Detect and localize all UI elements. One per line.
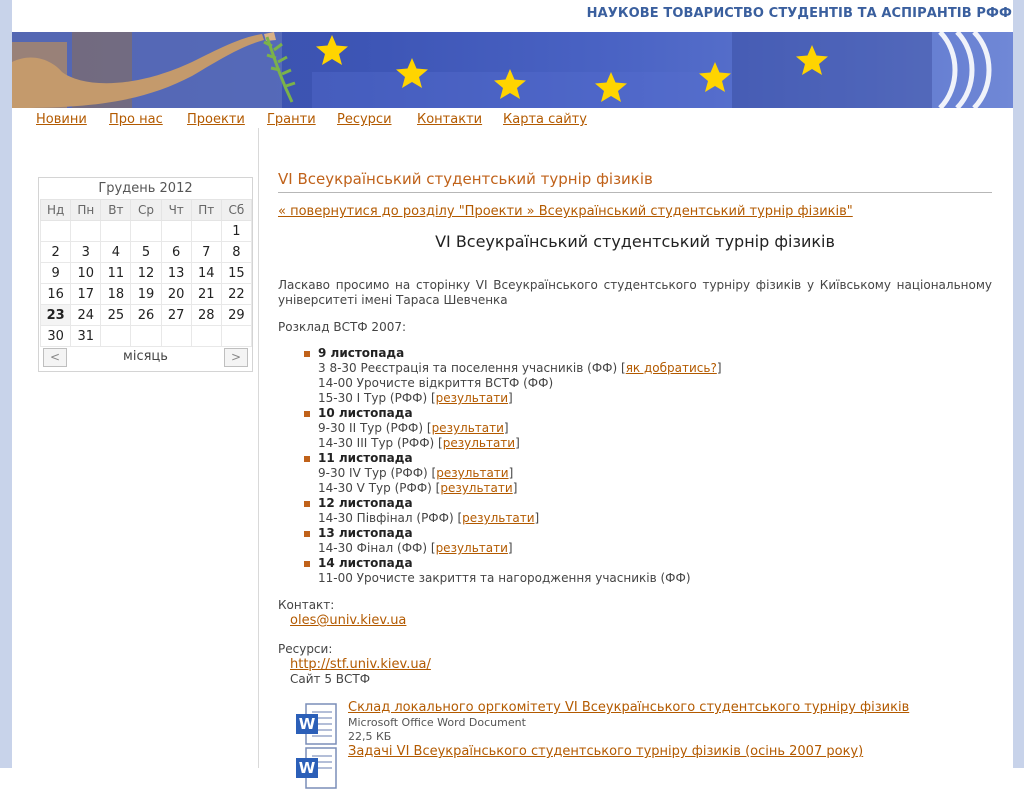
calendar-day[interactable]: 9 bbox=[41, 263, 71, 284]
resource-url-link[interactable]: http://stf.univ.kiev.ua/ bbox=[290, 657, 431, 672]
main-navigation bbox=[12, 108, 1013, 132]
schedule-item-text: 9-30 ІІ Тур (РФФ) [ bbox=[318, 421, 432, 435]
calendar-day[interactable]: 15 bbox=[221, 263, 251, 284]
calendar-grid bbox=[40, 199, 252, 347]
directions-link[interactable]: як добратись? bbox=[625, 361, 717, 375]
calendar-day[interactable]: 13 bbox=[161, 263, 191, 284]
results-link[interactable]: результати bbox=[440, 481, 513, 495]
calendar-day[interactable]: 11 bbox=[101, 263, 131, 284]
calendar-empty-cell bbox=[191, 326, 221, 347]
calendar-weekday: Пн bbox=[71, 200, 101, 221]
calendar-weekday: Ср bbox=[131, 200, 161, 221]
schedule-item-text: 14-30 V Тур (РФФ) [ bbox=[318, 481, 441, 495]
calendar-day[interactable]: 26 bbox=[131, 305, 161, 326]
calendar-day[interactable]: 31 bbox=[71, 326, 101, 347]
calendar-day[interactable]: 1 bbox=[221, 221, 251, 242]
svg-text:W: W bbox=[298, 759, 316, 777]
intro-paragraph: Ласкаво просимо на сторінку VI Всеукраїнського студентського турніру фізиків у Київському національному університеті імені Тараса Шевченка bbox=[278, 278, 992, 307]
schedule-item-text: 14-30 ІІІ Тур (РФФ) [ bbox=[318, 436, 443, 450]
back-to-section-link[interactable]: « повернутися до розділу "Проекти » Всеукраїнський студентський турнір фізиків" bbox=[278, 204, 853, 219]
calendar-day[interactable]: 16 bbox=[41, 284, 71, 305]
calendar-weekday: Вт bbox=[101, 200, 131, 221]
schedule-day-group bbox=[304, 526, 984, 556]
results-link[interactable]: результати bbox=[462, 511, 535, 525]
calendar-day[interactable]: 25 bbox=[101, 305, 131, 326]
results-link[interactable]: результати bbox=[435, 541, 508, 555]
schedule-item-bracket: ] bbox=[512, 481, 518, 495]
calendar-day[interactable]: 17 bbox=[71, 284, 101, 305]
calendar-day[interactable]: 5 bbox=[131, 242, 161, 263]
schedule-item-text: 14-30 Півфінал (РФФ) [ bbox=[318, 511, 463, 525]
calendar-week-row bbox=[41, 284, 252, 305]
calendar-week-row bbox=[41, 221, 252, 242]
calendar-empty-cell bbox=[71, 221, 101, 242]
schedule-item-bracket: ] bbox=[507, 541, 513, 555]
square-bullet-icon bbox=[304, 501, 310, 507]
schedule-item bbox=[318, 511, 984, 526]
calendar-weekday: Нд bbox=[41, 200, 71, 221]
calendar-day[interactable]: 21 bbox=[191, 284, 221, 305]
schedule-item bbox=[318, 571, 984, 586]
calendar-period-label: місяць bbox=[123, 349, 168, 364]
svg-text:W: W bbox=[298, 715, 316, 733]
calendar-day[interactable]: 24 bbox=[71, 305, 101, 326]
contact-label: Контакт: bbox=[278, 598, 335, 612]
calendar-day[interactable]: 3 bbox=[71, 242, 101, 263]
schedule-day-group bbox=[304, 556, 984, 586]
calendar-empty-cell bbox=[41, 221, 71, 242]
calendar-day[interactable]: 22 bbox=[221, 284, 251, 305]
calendar-empty-cell bbox=[131, 221, 161, 242]
calendar-day[interactable]: 29 bbox=[221, 305, 251, 326]
calendar-day[interactable]: 14 bbox=[191, 263, 221, 284]
square-bullet-icon bbox=[304, 411, 310, 417]
page-heading: VI Всеукраїнський студентський турнір фізиків bbox=[278, 170, 992, 193]
resource-description: Сайт 5 ВСТФ bbox=[290, 672, 371, 686]
calendar-day[interactable]: 12 bbox=[131, 263, 161, 284]
schedule-day: 12 листопада bbox=[318, 496, 413, 510]
schedule-day: 10 листопада bbox=[318, 406, 413, 420]
schedule-day-group bbox=[304, 496, 984, 526]
nav-about-link[interactable]: Про нас bbox=[109, 112, 163, 127]
schedule-item bbox=[318, 466, 984, 481]
schedule-item-bracket: ] bbox=[503, 421, 509, 435]
article-title: VI Всеукраїнський студентський турнір фізиків bbox=[435, 232, 835, 251]
schedule-item-text: 14-30 Фінал (ФФ) [ bbox=[318, 541, 436, 555]
calendar-day[interactable]: 19 bbox=[131, 284, 161, 305]
document-item bbox=[294, 744, 974, 792]
calendar-empty-cell bbox=[161, 326, 191, 347]
schedule-day: 14 листопада bbox=[318, 556, 413, 570]
nav-news-link[interactable]: Новини bbox=[36, 112, 87, 127]
schedule-item bbox=[318, 541, 984, 556]
schedule-item-bracket: ] bbox=[534, 511, 540, 525]
site-title: НАУКОВЕ ТОВАРИСТВО СТУДЕНТІВ ТА АСПІРАНТІВ РФФ bbox=[586, 6, 1012, 21]
word-document-icon[interactable] bbox=[294, 746, 340, 790]
right-border-strip bbox=[1013, 0, 1024, 768]
schedule-list bbox=[304, 346, 984, 586]
calendar-day[interactable]: 18 bbox=[101, 284, 131, 305]
document-size: 22,5 КБ bbox=[348, 730, 392, 743]
square-bullet-icon bbox=[304, 531, 310, 537]
calendar-day[interactable]: 10 bbox=[71, 263, 101, 284]
calendar-day[interactable]: 23 bbox=[41, 305, 71, 326]
schedule-day-group bbox=[304, 451, 984, 496]
nav-grants-link[interactable]: Гранти bbox=[267, 112, 316, 127]
resources-label: Ресурси: bbox=[278, 642, 333, 656]
calendar-widget bbox=[38, 177, 253, 372]
calendar-next-button[interactable]: > bbox=[224, 348, 248, 367]
calendar-day[interactable]: 8 bbox=[221, 242, 251, 263]
schedule-item-bracket: ] bbox=[716, 361, 722, 375]
calendar-day[interactable]: 7 bbox=[191, 242, 221, 263]
document-type: Microsoft Office Word Document bbox=[348, 716, 526, 729]
calendar-week-row bbox=[41, 263, 252, 284]
schedule-item-bracket: ] bbox=[515, 436, 520, 450]
schedule-item bbox=[318, 361, 984, 376]
schedule-day: 13 листопада bbox=[318, 526, 413, 540]
square-bullet-icon bbox=[304, 351, 310, 357]
schedule-item-text: 15-30 І Тур (РФФ) [ bbox=[318, 391, 436, 405]
schedule-day: 11 листопада bbox=[318, 451, 413, 465]
left-border-strip bbox=[0, 0, 12, 768]
document-item bbox=[294, 700, 974, 748]
square-bullet-icon bbox=[304, 456, 310, 462]
document-title-link[interactable]: Склад локального оргкомітету VI Всеукраїнського студентського турніру фізиків bbox=[348, 700, 910, 715]
schedule-item bbox=[318, 376, 984, 391]
header-banner bbox=[12, 32, 1013, 108]
calendar-day[interactable]: 6 bbox=[161, 242, 191, 263]
calendar-day[interactable]: 2 bbox=[41, 242, 71, 263]
schedule-item-text: 3 8-30 Реєстрація та поселення учасників (ФФ) [ bbox=[318, 361, 626, 375]
schedule-item bbox=[318, 436, 984, 451]
calendar-weekday: Сб bbox=[221, 200, 251, 221]
calendar-title: Грудень 2012 bbox=[98, 181, 193, 196]
calendar-day[interactable]: 28 bbox=[191, 305, 221, 326]
calendar-day[interactable]: 27 bbox=[161, 305, 191, 326]
nav-resources-link[interactable]: Ресурси bbox=[337, 112, 392, 127]
schedule-day-group bbox=[304, 406, 984, 451]
calendar-week-row bbox=[41, 305, 252, 326]
schedule-item-bracket: ] bbox=[508, 391, 513, 405]
document-title-link[interactable]: Задачі VI Всеукраїнського студентського турніру фізиків (осінь 2007 року) bbox=[348, 744, 864, 759]
square-bullet-icon bbox=[304, 561, 310, 567]
calendar-navigation bbox=[43, 348, 248, 367]
calendar-empty-cell bbox=[131, 326, 161, 347]
calendar-weekday: Пт bbox=[191, 200, 221, 221]
schedule-item bbox=[318, 481, 984, 496]
calendar-weekday: Чт bbox=[161, 200, 191, 221]
word-document-icon[interactable] bbox=[294, 702, 340, 746]
calendar-prev-button[interactable]: < bbox=[43, 348, 67, 367]
schedule-item-text: 11-00 Урочисте закриття та нагородження учасників (ФФ) bbox=[318, 571, 691, 585]
schedule-item-text: 14-00 Урочисте відкриття ВСТФ (ФФ) bbox=[318, 376, 554, 390]
results-link[interactable]: результати bbox=[431, 421, 504, 435]
schedule-item-bracket: ] bbox=[508, 466, 514, 480]
calendar-week-row bbox=[41, 326, 252, 347]
calendar-empty-cell bbox=[161, 221, 191, 242]
results-link[interactable]: результати bbox=[442, 436, 516, 450]
nav-projects-link[interactable]: Проекти bbox=[187, 112, 245, 127]
calendar-empty-cell bbox=[101, 326, 131, 347]
nav-sitemap-link[interactable]: Карта сайту bbox=[503, 112, 587, 127]
calendar-week-row bbox=[41, 242, 252, 263]
schedule-label: Розклад ВСТФ 2007: bbox=[278, 320, 407, 334]
nav-contacts-link[interactable]: Контакти bbox=[417, 112, 483, 127]
contact-email-link[interactable]: oles@univ.kiev.ua bbox=[290, 613, 407, 628]
schedule-day: 9 листопада bbox=[318, 346, 405, 360]
schedule-item bbox=[318, 421, 984, 436]
calendar-empty-cell bbox=[101, 221, 131, 242]
schedule-item-text: 9-30 IV Тур (РФФ) [ bbox=[318, 466, 437, 480]
schedule-day-group bbox=[304, 346, 984, 406]
calendar-empty-cell bbox=[191, 221, 221, 242]
results-link[interactable]: результати bbox=[436, 466, 509, 480]
calendar-day[interactable]: 4 bbox=[101, 242, 131, 263]
schedule-item bbox=[318, 391, 984, 406]
calendar-day[interactable]: 20 bbox=[161, 284, 191, 305]
calendar-day[interactable]: 30 bbox=[41, 326, 71, 347]
results-link[interactable]: результати bbox=[435, 391, 509, 405]
column-divider bbox=[258, 128, 259, 768]
calendar-empty-cell bbox=[221, 326, 251, 347]
